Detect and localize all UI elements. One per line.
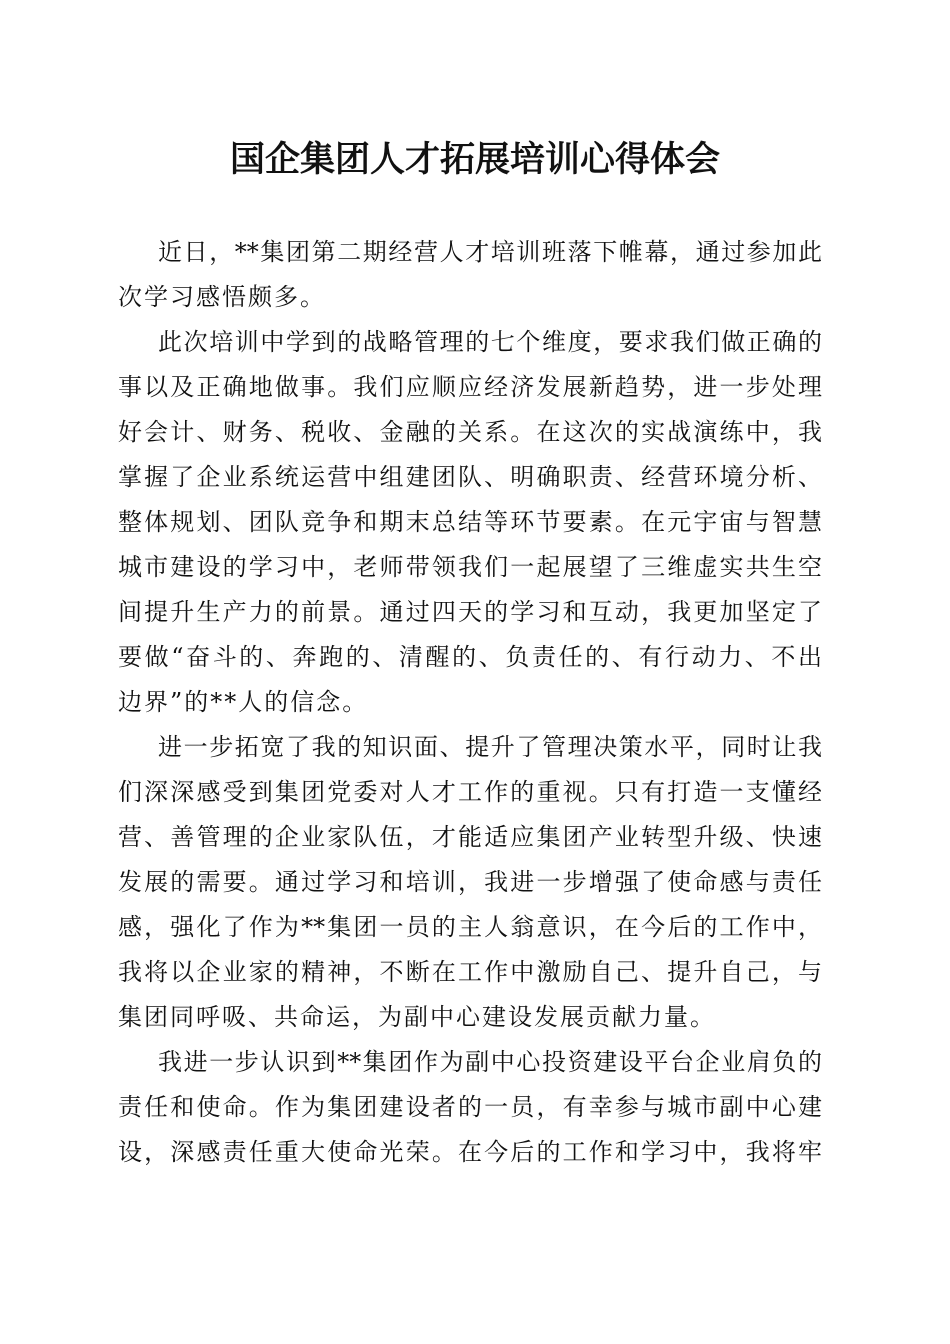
text-line: 我将以企业家的精神，不断在工作中激励自己、提升自己，与 [118, 958, 822, 986]
text-line: 城市建设的学习中，老师带领我们一起展望了三维虚实共生空 [118, 553, 822, 581]
text-line: 此次培训中学到的战略管理的七个维度，要求我们做正确的 [158, 328, 822, 356]
text-line: 进一步拓宽了我的知识面、提升了管理决策水平，同时让我 [158, 733, 822, 761]
text-line: 们深深感受到集团党委对人才工作的重视。只有打造一支懂经 [118, 778, 822, 806]
text-line: 间提升生产力的前景。通过四天的学习和互动，我更加坚定了 [118, 598, 822, 626]
text-line: 集团同呼吸、共命运，为副中心建设发展贡献力量。 [118, 1003, 716, 1031]
text-line: 营、善管理的企业家队伍，才能适应集团产业转型升级、快速 [118, 823, 822, 851]
text-line: 事以及正确地做事。我们应顺应经济发展新趋势，进一步处理 [118, 373, 822, 401]
paragraph-1 [118, 230, 822, 320]
document-body [118, 230, 822, 1175]
text-line: 责任和使命。作为集团建设者的一员，有幸参与城市副中心建 [118, 1093, 822, 1121]
text-line: 边界”的**人的信念。 [118, 688, 369, 716]
text-line: 感，强化了作为**集团一员的主人翁意识，在今后的工作中， [118, 913, 822, 941]
document-title: 国企集团人才拓展培训心得体会 [229, 139, 720, 180]
text-line: 我进一步认识到**集团作为副中心投资建设平台企业肩负的 [158, 1048, 822, 1076]
text-line: 近日，**集团第二期经营人才培训班落下帷幕，通过参加此 [158, 238, 822, 266]
text-line: 掌握了企业系统运营中组建团队、明确职责、经营环境分析、 [118, 463, 822, 491]
text-line: 发展的需要。通过学习和培训，我进一步增强了使命感与责任 [118, 868, 822, 896]
text-line: 设，深感责任重大使命光荣。在今后的工作和学习中，我将牢 [118, 1138, 822, 1166]
paragraph-4 [118, 1040, 822, 1175]
text-line: 次学习感悟颇多。 [118, 283, 326, 311]
text-line: 整体规划、团队竞争和期末总结等环节要素。在元宇宙与智慧 [118, 508, 822, 536]
paragraph-2 [118, 320, 822, 725]
paragraph-3 [118, 725, 822, 1040]
text-line: 好会计、财务、税收、金融的关系。在这次的实战演练中，我 [118, 418, 822, 446]
text-line: 要做“奋斗的、奔跑的、清醒的、负责任的、有行动力、不出 [118, 643, 822, 671]
